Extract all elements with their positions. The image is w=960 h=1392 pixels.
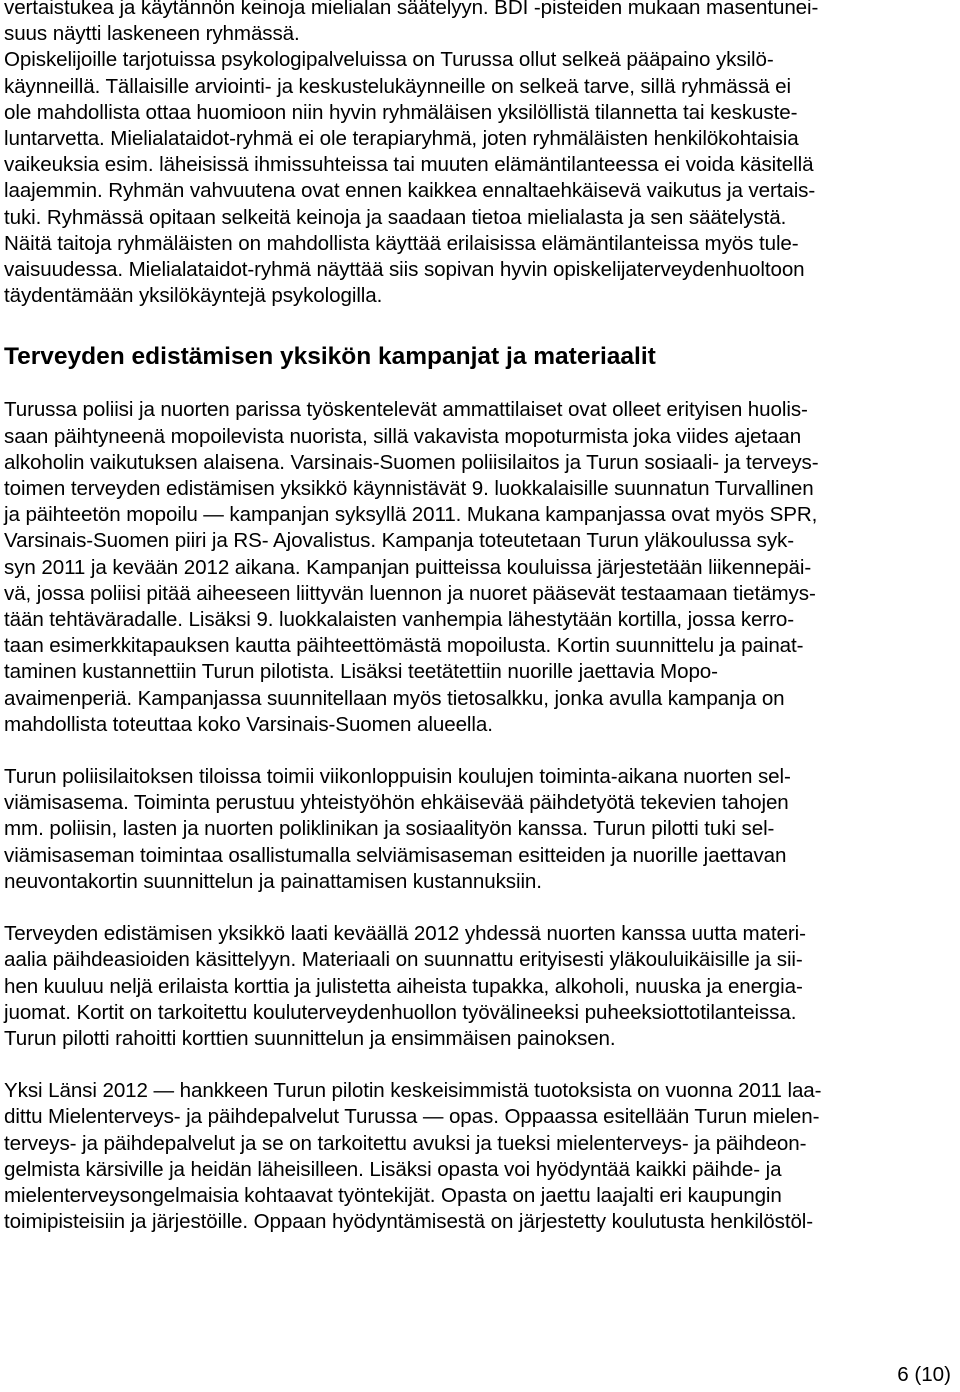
text-line: vä, jossa poliisi pitää aiheeseen liittyvän luennon ja nuoret pääsevät testaamaan tietämys- [4,581,816,605]
text-line: mielenterveysongelmaisia kohtaavat työntekijät. Opasta on jaettu laajalti eri kaupungin [4,1183,782,1207]
text-line: vaisuudessa. Mielialataidot-ryhmä näyttää siis sopivan hyvin opiskelijaterveydenhuoltoon [4,258,805,282]
paragraph-mood-group [4,0,956,309]
text-line: vertaistukea ja käytännön keinoja mielialan säätelyyn. BDI -pisteiden mukaan masentunei- [4,0,819,19]
text-line: taminen kustannettiin Turun pilotista. Lisäksi teetätettiin nuorille jaettavia Mopo- [4,660,718,684]
text-line: Turussa poliisi ja nuorten parissa työskentelevät ammattilaiset ovat olleet erityisen huolis- [4,398,808,422]
text-line: vaikeuksia esim. läheisissä ihmissuhteissa tai muuten elämäntilanteessa ei voida käsitellä [4,153,814,177]
text-line: ja päihteetön mopoilu — kampanjan syksyllä 2011. Mukana kampanjassa ovat myös SPR, [4,503,818,527]
paragraph-substance-material [4,921,956,1052]
text-line: Turun pilotti rahoitti korttien suunnittelun ja ensimmäisen painoksen. [4,1026,616,1050]
text-line: Näitä taitoja ryhmäläisten on mahdollista käyttää erilaisissa elämäntilanteissa myös tule- [4,231,799,255]
text-line: dittu Mielenterveys- ja päihdepalvelut Turussa — opas. Oppaassa esitellään Turun mielen- [4,1105,820,1129]
text-line: juomat. Kortit on tarkoitettu kouluterveydenhuollon työvälineeksi puheeksiottotilanteissa. [4,1000,797,1024]
text-line: laajemmin. Ryhmän vahvuutena ovat ennen kaikkea ennaltaehkäisevä vaikutus ja vertais- [4,179,816,203]
text-line: täydentämään yksilökäyntejä psykologilla. [4,284,383,308]
document-page [4,0,956,1235]
text-line: Terveyden edistämisen yksikkö laati keväällä 2012 yhdessä nuorten kanssa uutta materi- [4,922,806,946]
text-line: aalia päihdeasioiden käsittelyyn. Materiaali on suunnattu erityisesti yläkouluikäisille ja sii- [4,948,803,972]
text-line: gelmista kärsiville ja heidän läheisilleen. Lisäksi opasta voi hyödyntää kaikki päihde- ja [4,1157,782,1181]
text-line: käynneillä. Tällaisille arviointi- ja keskustelukäynneille on selkeä tarve, sillä ryhmässä ei [4,74,791,98]
text-line: tään tehtäväradalle. Lisäksi 9. luokkalaisten vanhempia lähestytään kortilla, jossa kerro- [4,608,795,632]
text-line: taan esimerkkitapauksen kautta päihteettömästä mopoilusta. Kortin suunnittelu ja painat- [4,634,804,658]
text-line: toimen terveyden edistämisen yksikkö käynnistävät 9. luokkalaisille suunnatun Turvallinen [4,477,814,501]
section-heading: Terveyden edistämisen yksikön kampanjat ja materiaalit [4,343,656,371]
text-line: Turun poliisilaitoksen tiloissa toimii viikonloppuisin koulujen toiminta-aikana nuorten sel- [4,765,791,789]
text-line: mahdollista toteuttaa koko Varsinais-Suomen alueella. [4,712,493,736]
text-line: tuki. Ryhmässä opitaan selkeitä keinoja ja saadaan tietoa mielialasta ja sen säätelystä. [4,205,787,229]
text-line: mm. poliisin, lasten ja nuorten poliklinikan ja sosiaalityön kanssa. Turun pilotti tuki sel- [4,817,775,841]
text-line: Varsinais-Suomen piiri ja RS- Ajovalistus. Kampanja toteutetaan Turun yläkoulussa syk- [4,529,794,553]
text-line: terveys- ja päihdepalvelut ja se on tarkoitettu avuksi ja tueksi mielenterveys- ja päihdeon- [4,1131,807,1155]
text-line: suus näytti laskeneen ryhmässä. [4,22,300,46]
text-line: ole mahdollista ottaa huomioon niin hyvin ryhmäläisen yksilöllistä tilannetta tai keskuste- [4,100,798,124]
text-line: Yksi Länsi 2012 — hankkeen Turun pilotin keskeisimmistä tuotoksista on vuonna 2011 laa- [4,1079,822,1103]
text-line: saan päihtyneenä mopoilevista nuorista, sillä vakavista mopoturmista joka viides ajetaan [4,424,802,448]
text-line: Opiskelijoille tarjotuissa psykologipalveluissa on Turussa ollut selkeä pääpaino yksilö- [4,48,774,72]
text-line: viämisaseman toimintaa osallistumalla selviämisaseman esitteiden ja nuorille jaettavan [4,843,787,867]
paragraph-sobering-station [4,764,956,895]
text-line: hen kuuluu neljä erilaista korttia ja julistetta aiheista tupakka, alkoholi, nuuska ja energia- [4,974,803,998]
paragraph-guide [4,1078,956,1235]
text-line: syn 2011 ja kevään 2012 aikana. Kampanjan puitteissa kouluissa järjestetään liikennepäi- [4,555,812,579]
text-line: alkoholin vaikutuksen alaisena. Varsinais-Suomen poliisilaitos ja Turun sosiaali- ja terveys- [4,450,819,474]
text-line: toimipisteisiin ja järjestöille. Oppaan hyödyntämisestä on järjestetty koulutusta henkilöstöl- [4,1210,814,1234]
text-line: luntarvetta. Mielialataidot-ryhmä ei ole terapiaryhmä, joten ryhmäläisten henkilökohtaisia [4,127,799,151]
text-line: neuvontakortin suunnittelun ja painattamisen kustannuksiin. [4,869,542,893]
text-line: avaimenperiä. Kampanjassa suunnitellaan myös tietosalkku, jonka avulla kampanja on [4,686,785,710]
text-line: viämisasema. Toiminta perustuu yhteistyöhön ehkäisevää päihdetyötä tekevien tahojen [4,791,789,815]
page-number: 6 (10) [897,1363,951,1386]
paragraph-moped-campaign [4,397,956,738]
